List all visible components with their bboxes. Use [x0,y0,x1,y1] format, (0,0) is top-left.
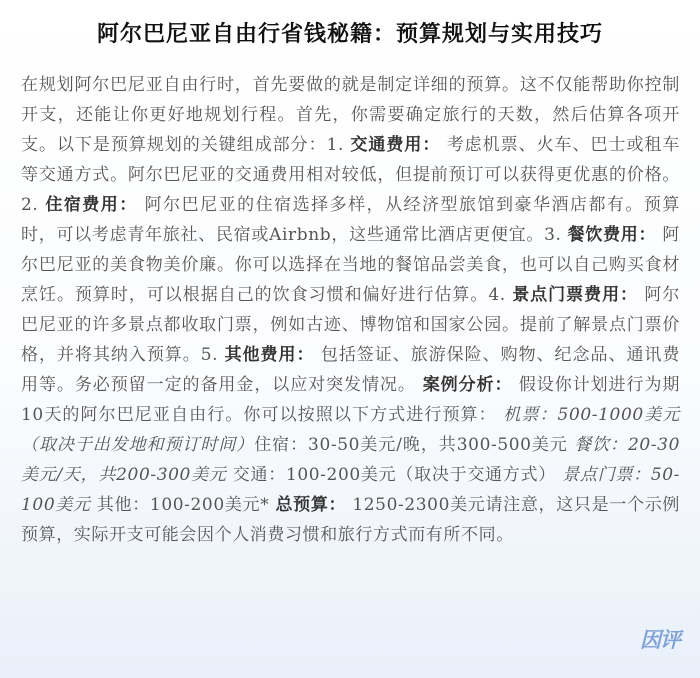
budget-meals: 餐饮：20-30美元/天，共200-300美元 [21,435,680,485]
item-number-4: 4. [488,285,513,305]
budget-attractions: 景点门票：50-100美元 [21,465,680,515]
heading-case-study: 案例分析： [415,375,513,395]
heading-tickets: 景点门票费用： [512,285,639,305]
budget-flight: 机票：500-1000美元（取决于出发地和预订时间） [21,405,680,455]
budget-lodging: 住宿：30-50美元/晚，共300-500美元 [254,435,568,455]
text-other: 包括签证、旅游保险、购物、纪念品、通讯费用等。务必预留一定的备用金，以应对突发情况。 [21,345,680,395]
item-number-2: 2. [21,195,46,215]
text-tickets: 阿尔巴尼亚的许多景点都收取门票，例如古迹、博物馆和国家公园。提前了解景点门票价格，并将其纳入预算。 [21,285,680,365]
heading-transport: 交通费用： [350,135,441,155]
intro-text: 在规划阿尔巴尼亚自由行时，首先要做的就是制定详细的预算。这不仅能帮助你控制开支，还能让你更好地规划行程。首先，你需要确定旅行的天数，然后估算各项开支。以下是预算规划的关键组成部分： [21,75,680,155]
text-case-study: 假设你计划进行为期10天的阿尔巴尼亚自由行。你可以按照以下方式进行预算： [21,375,681,425]
article-title: 阿尔巴尼亚自由行省钱秘籍：预算规划与实用技巧 [96,22,603,47]
budget-other: 其他：100-200美元* [96,495,276,515]
text-transport: 考虑机票、火车、巴士或租车等交通方式。阿尔巴尼亚的交通费用相对较低，但提前预订可以获得更优惠的价格。 [21,135,681,185]
heading-food: 餐饮费用： [567,225,657,245]
heading-other: 其他费用： [224,345,315,365]
item-number-5: 5. [200,345,225,365]
brand-watermark: 因评 [640,628,680,652]
item-number-3: 3. [544,225,568,245]
article-body [21,70,680,550]
text-food: 阿尔巴尼亚的美食物美价廉。你可以选择在当地的餐馆品尝美食，也可以自己购买食材烹饪。预算时，可以根据自己的饮食习惯和偏好进行估算。 [21,225,680,305]
heading-total-budget: 总预算： [275,495,347,515]
text-total-budget: 1250-2300美元请注意，这只是一个示例预算，实际开支可能会因个人消费习惯和旅行方式而有所不同。 [21,495,680,545]
budget-transport: 交通：100-200美元（取决于交通方式） [232,465,556,485]
text-accommodation: 阿尔巴尼亚的住宿选择多样，从经济型旅馆到豪华酒店都有。预算时，可以考虑青年旅社、民宿或Airbnb，这些通常比酒店更便宜。 [21,195,680,245]
item-number-1: 1. [326,135,351,155]
heading-accommodation: 住宿费用： [45,195,138,215]
